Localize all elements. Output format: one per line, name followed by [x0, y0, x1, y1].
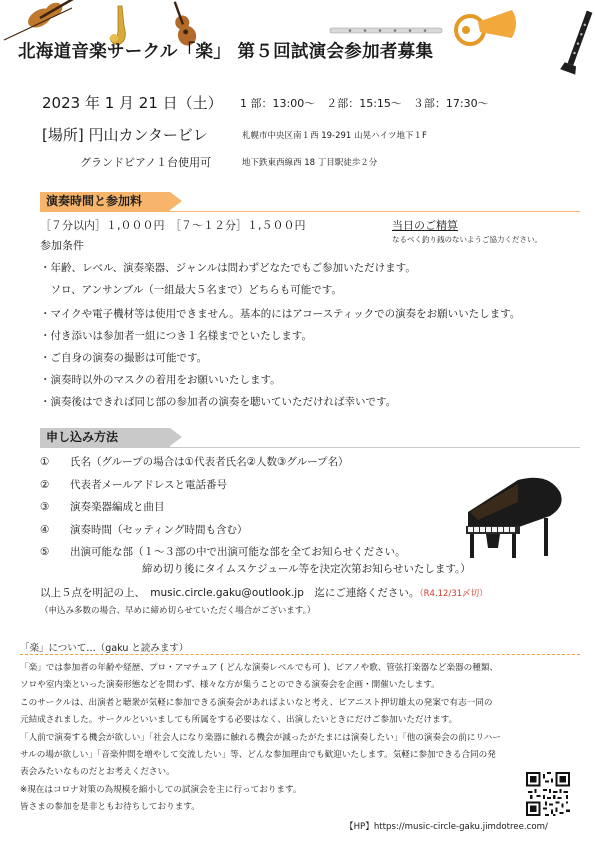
condition-item: ・ご自身の演奏の撮影は可能です。 [40, 352, 208, 364]
about-paragraph: 元結成されました。サークルといいましても所属をする必要はなく、出演したいときにだけご参加いただけます。 [20, 715, 458, 726]
about-paragraph: 皆さまの参加を是非ともお待ちしております。 [20, 802, 200, 813]
condition-item: ・マイクや電子機材等は使用できません。基本的にはアコースティックでの演奏をお願いいたします。 [40, 308, 521, 320]
flute-icon [330, 28, 442, 33]
conditions-list [40, 260, 585, 416]
payment-note: なるべく釣り銭のないようご協力ください。 [392, 235, 542, 244]
event-date: 2023 年 1 月 21 日（土） [42, 94, 223, 112]
apply-step [40, 477, 406, 500]
event-times: 1 部：13:00〜 ２部：15:15〜 ３部：17:30〜 [240, 97, 489, 110]
contact-line [40, 585, 488, 600]
payment-title: 当日のご精算 [392, 219, 458, 232]
deadline-note: （R4.12/31〆切） [419, 589, 488, 599]
homepage-link[interactable]: 【HP】https://music-circle-gaku.jimdotree.com/ [345, 822, 548, 832]
apply-step-number: ③ [40, 501, 50, 513]
apply-step-text: 氏名（グループの場合は①代表者氏名②人数③グループ名） [70, 456, 349, 468]
contact-note: （申込み多数の場合、早めに締め切らせていただく場合がございます。） [40, 606, 316, 616]
apply-step [40, 454, 406, 477]
apply-step-text: 代表者メールアドレスと電話番号 [70, 478, 227, 491]
about-divider [20, 654, 580, 655]
apply-step-number: ④ [40, 523, 50, 536]
about-body [20, 660, 585, 817]
venue-address: 札幌市中央区南１西 19-291 山晃ハイツ地下１F [242, 131, 427, 141]
about-paragraph: サルの場が欲しい」「音楽仲間を増やして交流したい」等、どんな参加理由でも歓迎いたします。気軽に参加できる合同の発 [20, 750, 496, 761]
apply-step-number: ② [40, 478, 50, 491]
page-title: 北海道音楽サークル「楽」 第５回試演会参加者募集 [18, 42, 434, 62]
condition-item: ・演奏後はできれば同じ部の参加者の演奏を聴いていただければ幸いです。 [40, 396, 397, 408]
about-paragraph: 「楽」では参加者の年齢や経歴、プロ・アマチュア ( どんな演奏レベルでも可 )、ピアノや歌、管弦打楽器など楽器の種類、 [20, 663, 499, 673]
section-tab-apply: 申し込み方法 [40, 428, 170, 447]
condition-item: ソロ、アンサンブル（一組最大５名まで）どちらも可能です。 [40, 284, 342, 296]
about-paragraph: このサークルは、出演者と聴衆が気軽に参加できる演奏会があればよいなと考え、ピアニスト押切雄太の発案で有志一同の [20, 697, 493, 708]
fee-line: ［７分以内］１,０００円 ［７〜１２分］１,５００円 [40, 219, 306, 232]
apply-step-number: ⑤ [40, 546, 50, 558]
about-title: 「楽」について…（gaku と読みます） [20, 643, 189, 654]
apply-step-text: 出演可能な部（１〜３部の中で出演可能な部を全てお知らせください。 [70, 546, 406, 558]
apply-step-number: ① [40, 456, 50, 468]
about-paragraph: ソロや室内楽といった演奏形態などを問わず、様々な方が集うことのできる演奏会を企画・開催いたします。 [20, 680, 440, 691]
apply-step-text: 演奏楽器編成と曲目 [70, 501, 165, 513]
condition-item: ・付き添いは参加者一組につき１名様までといたします。 [40, 330, 312, 342]
apply-step [40, 522, 406, 545]
conditions-title: 参加条件 [40, 239, 84, 252]
contact-text: 以上５点を明記の上、 music.circle.gaku@outlook.jp 迄にご連絡ください。 [40, 587, 420, 599]
venue-access: 地下鉄東西線西 18 丁目駅徒歩２分 [242, 158, 378, 168]
about-paragraph: ※現在はコロナ対策の為規模を縮小しての試演会を主に行っております。 [20, 784, 302, 795]
grand-piano-icon [458, 472, 568, 562]
condition-item: ・年齢、レベル、演奏楽器、ジャンルは問わずどなたでもご参加いただけます。 [40, 262, 416, 274]
section-rule-apply [40, 447, 580, 448]
section-rule-fees [40, 211, 580, 212]
apply-steps-list [40, 454, 406, 567]
apply-step-text: 演奏時間（セッティング時間も含む） [70, 523, 248, 536]
condition-item: ・演奏時以外のマスクの着用をお願いいたします。 [40, 374, 281, 386]
section-tab-fees: 演奏時間と参加料 [40, 192, 170, 211]
apply-step [40, 499, 406, 522]
about-paragraph: 表会みたいなものだとお考えください。 [20, 767, 175, 778]
apply-step-5-continued: 締め切り後にタイムスケジュール等を決定次第お知らせいたします。） [142, 563, 471, 575]
venue-label: [場所] 円山カンタービレ [42, 126, 208, 144]
venue-note: グランドピアノ１台使用可 [80, 156, 212, 169]
about-paragraph: 「人前で演奏する機会が欲しい」「社会人になり楽器に触れる機会が減ったがたまには演奏したい」「他の演奏会の前にリハー [20, 732, 501, 743]
qr-code-icon[interactable] [526, 772, 570, 816]
